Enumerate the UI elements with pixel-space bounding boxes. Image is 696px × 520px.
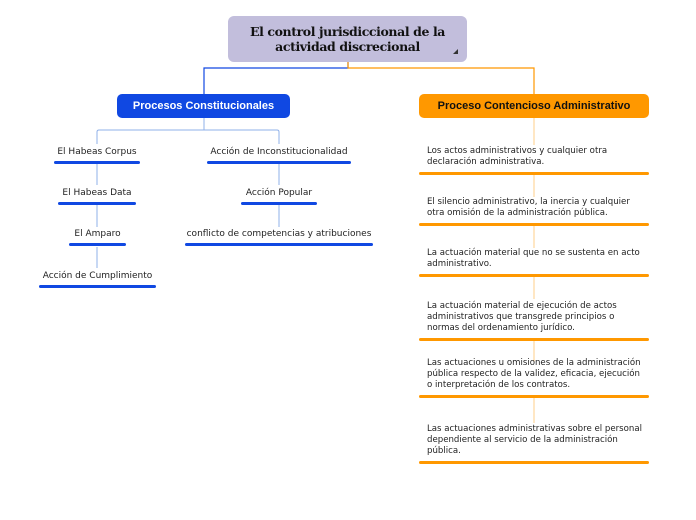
- admin-item-text: Las actuaciones administrativas sobre el personal dependiente al servicio de la administración pública.: [427, 424, 642, 456]
- leaf-label: Acción de Inconstitucionalidad: [210, 147, 348, 157]
- leaf-label: conflicto de competencias y atribuciones: [186, 229, 372, 239]
- connector-constitutional-split: [97, 118, 279, 144]
- admin-item-underline: [419, 461, 649, 464]
- leaf-accion-popular[interactable]: [241, 188, 317, 199]
- leaf-accion-inconstitucionalidad[interactable]: [207, 147, 351, 158]
- admin-item-underline: [419, 172, 649, 175]
- admin-item-underline: [419, 338, 649, 341]
- admin-item[interactable]: [419, 192, 649, 226]
- leaf-underline: [58, 202, 136, 205]
- leaf-label: El Amparo: [74, 229, 121, 239]
- admin-item[interactable]: [419, 357, 649, 398]
- admin-item-text: Las actuaciones u omisiones de la administración pública respecto de la validez, eficacia, ejecución o interpretación de los contratos.: [427, 358, 641, 390]
- leaf-label: Acción de Cumplimiento: [42, 271, 153, 281]
- leaf-amparo[interactable]: [69, 229, 126, 240]
- admin-item-underline: [419, 274, 649, 277]
- admin-item-text: La actuación material de ejecución de actos administrativos que transgrede principios o normas del ordenamiento jurídico.: [427, 301, 617, 333]
- admin-item-underline: [419, 395, 649, 398]
- leaf-label: El Habeas Corpus: [57, 147, 137, 157]
- leaf-underline: [207, 161, 351, 164]
- connector-root-constitutional: [204, 62, 348, 94]
- leaf-habeas-data[interactable]: [58, 188, 136, 199]
- admin-item[interactable]: [419, 294, 649, 341]
- admin-item[interactable]: [419, 243, 649, 277]
- leaf-underline: [39, 285, 156, 288]
- leaf-label: El Habeas Data: [62, 188, 132, 198]
- leaf-accion-cumplimiento[interactable]: [39, 271, 156, 282]
- leaf-conflicto-competencias[interactable]: [185, 229, 373, 240]
- root-node[interactable]: [228, 16, 467, 62]
- root-title: El control jurisdiccional de la actividad discrecional: [249, 24, 446, 54]
- admin-item-text: La actuación material que no se sustenta en acto administrativo.: [427, 248, 640, 269]
- admin-item[interactable]: [419, 140, 649, 175]
- leaf-underline: [54, 161, 140, 164]
- admin-item-text: Los actos administrativos y cualquier otra declaración administrativa.: [427, 146, 608, 167]
- leaf-underline: [69, 243, 126, 246]
- branch-label: Procesos Constitucionales: [132, 100, 275, 112]
- branch-proceso-contencioso[interactable]: [419, 94, 649, 118]
- branch-procesos-constitucionales[interactable]: [117, 94, 290, 118]
- admin-item-text: El silencio administrativo, la inercia y cualquier otra omisión de la administración pública.: [427, 197, 630, 218]
- leaf-label: Acción Popular: [245, 188, 313, 198]
- admin-item[interactable]: [419, 420, 649, 464]
- branch-label: Proceso Contencioso Administrativo: [437, 100, 631, 112]
- connector-root-administrative: [348, 62, 534, 94]
- leaf-habeas-corpus[interactable]: [54, 147, 140, 158]
- leaf-underline: [241, 202, 317, 205]
- collapse-corner-icon[interactable]: [453, 49, 458, 54]
- admin-item-underline: [419, 223, 649, 226]
- leaf-underline: [185, 243, 373, 246]
